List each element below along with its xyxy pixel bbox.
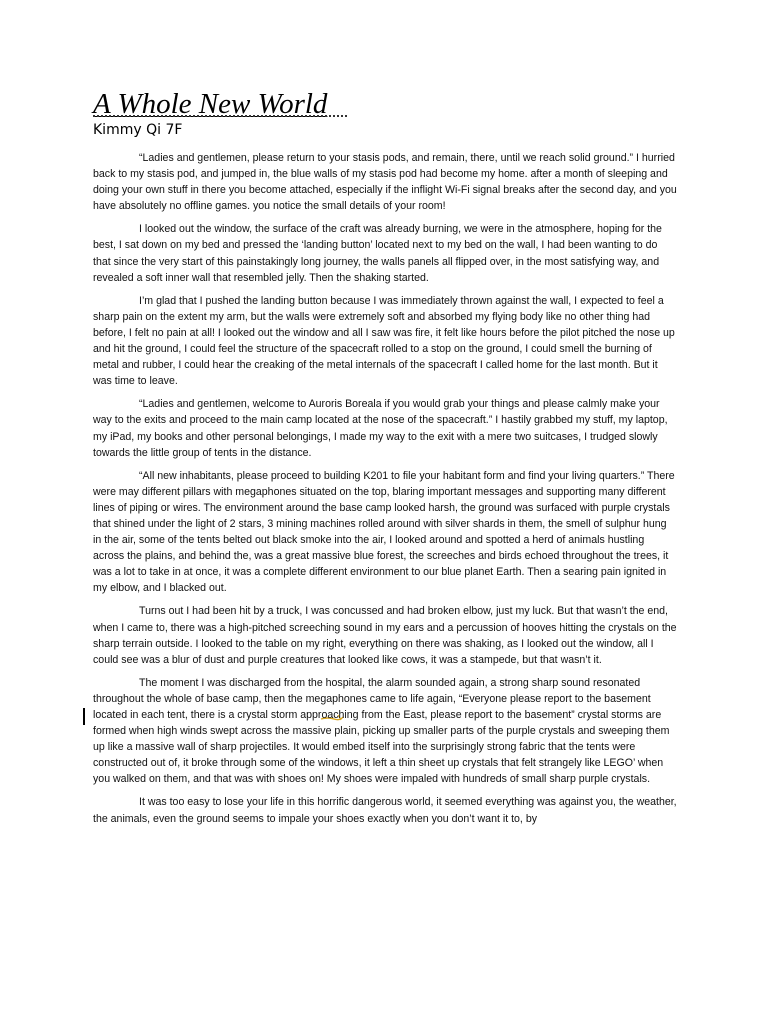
document-body xyxy=(93,150,677,834)
document-title: A Whole New World xyxy=(93,88,328,120)
paragraph: “Ladies and gentlemen, please return to your stasis pods, and remain, there, until we reach solid ground.” I hurried back to my stasis pod, and jumped in, the blue walls of my stasis pod had become my home. after a month of sleeping and doing your own stuff in there you become attached, especially if the inflight Wi-Fi signal breaks after the second day, and you have absolutely no offline games. you notice the small details of your room! xyxy=(93,152,677,213)
document-author: Kimmy Qi 7F xyxy=(93,122,183,138)
paragraph: I’m glad that I pushed the landing button because I was immediately thrown against the wall, I expected to feel a sharp pain on the extent my arm, but the walls were extremely soft and absorbed my flying body like no other thing had before, I felt no pain at all! I looked out the window and all I saw was fire, it felt like hours before the pilot pitched the nose up and hit the ground, I could feel the structure of the spacecraft rolled to a stop on the ground, I could smell the burning of metal and rubber, I could hear the creaking of the metal internals of the spacecraft I called home for the last month. But it was time to leave. xyxy=(93,294,675,388)
paragraph: I looked out the window, the surface of the craft was already burning, we were in the atmosphere, hoping for the best, I sat down on my bed and pressed the ‘landing button’ located next to my bed on the wall, I had been wanting to do that since the very start of this painstakingly long journey, the walls panels all flipped over, in the most satisfying way, and revealed a soft inner wall that resembled jelly. Then the shaking started. xyxy=(93,223,662,284)
paragraph: Turns out I had been hit by a truck, I was concussed and had broken elbow, just my luck. But that wasn’t the end, when I came to, there was a high-pitched screeching sound in my ears and a percussion of hooves hitting the crystals on the sharp terrain outside. I looked to the table on my right, everything on there was shaking, as I looked out the window, all I could see was a blur of dust and purple creatures that looked like cows, it was a stampede, but that wasn’t it. xyxy=(93,605,677,666)
paragraph: “All new inhabitants, please proceed to building K201 to file your habitant form and find your living quarters.” There were may different pillars with megaphones situated on the top, blaring important messages and supporting many different lines of piping or wires. The environment around the base camp looked harsh, the ground was surfaced with purple crystals that shined under the light of 2 stars, 3 mining machines rolled around with silver shards in them, the smell of sulphur hung in the air, some of the tents belted out black smoke into the air, I looked around and spotted a herd of animals hustling across the plains, and behind the, was a great massive blue forest, the screeches and birds echoed throughout the trees, it was a lot to take in at once, it was a complete different environment to our blue planet Earth. Then a searing pain ignited in my elbow, and I blacked out. xyxy=(93,469,675,595)
paragraph: The moment I was discharged from the hospital, the alarm sounded again, a strong sharp sound resonated throughout the whole of base camp, then the megaphones came to life again, “Everyone please report to the basement located in each tent, there is a crystal storm approaching from the East, please report to the basement” crystal storms are formed when high winds swept across the massive plain, picking up smaller parts of the purple crystals and sweeping them up like a massive wall of sharp projectiles. It would embed itself into the surprisingly strong fabric that the tents were constructed out of, it broke through some of the windows, it left a thin sheet up crystals that felt strangely like LEGO’ when you walked on them, and that was with shoes on! My shoes were impaled with hundreds of small sharp purple crystals. xyxy=(93,676,670,786)
title-dotted-underline xyxy=(93,115,347,117)
change-bar-icon xyxy=(83,708,85,725)
paragraph: “Ladies and gentlemen, welcome to Auroris Boreala if you would grab your things and please calmly make your way to the exits and proceed to the main camp located at the nose of the spacecraft.” I hastily grabbed my stuff, my laptop, my iPad, my books and other personal belongings, I made my way to the exit with a mere two suitcases, I trudged slowly towards the little group of tents in the distance. xyxy=(93,398,668,459)
paragraph: It was too easy to lose your life in this horrific dangerous world, it seemed everything was against you, the weather, the animals, even the ground seems to impale your shoes exactly when you don’t want it to, by xyxy=(93,796,677,825)
